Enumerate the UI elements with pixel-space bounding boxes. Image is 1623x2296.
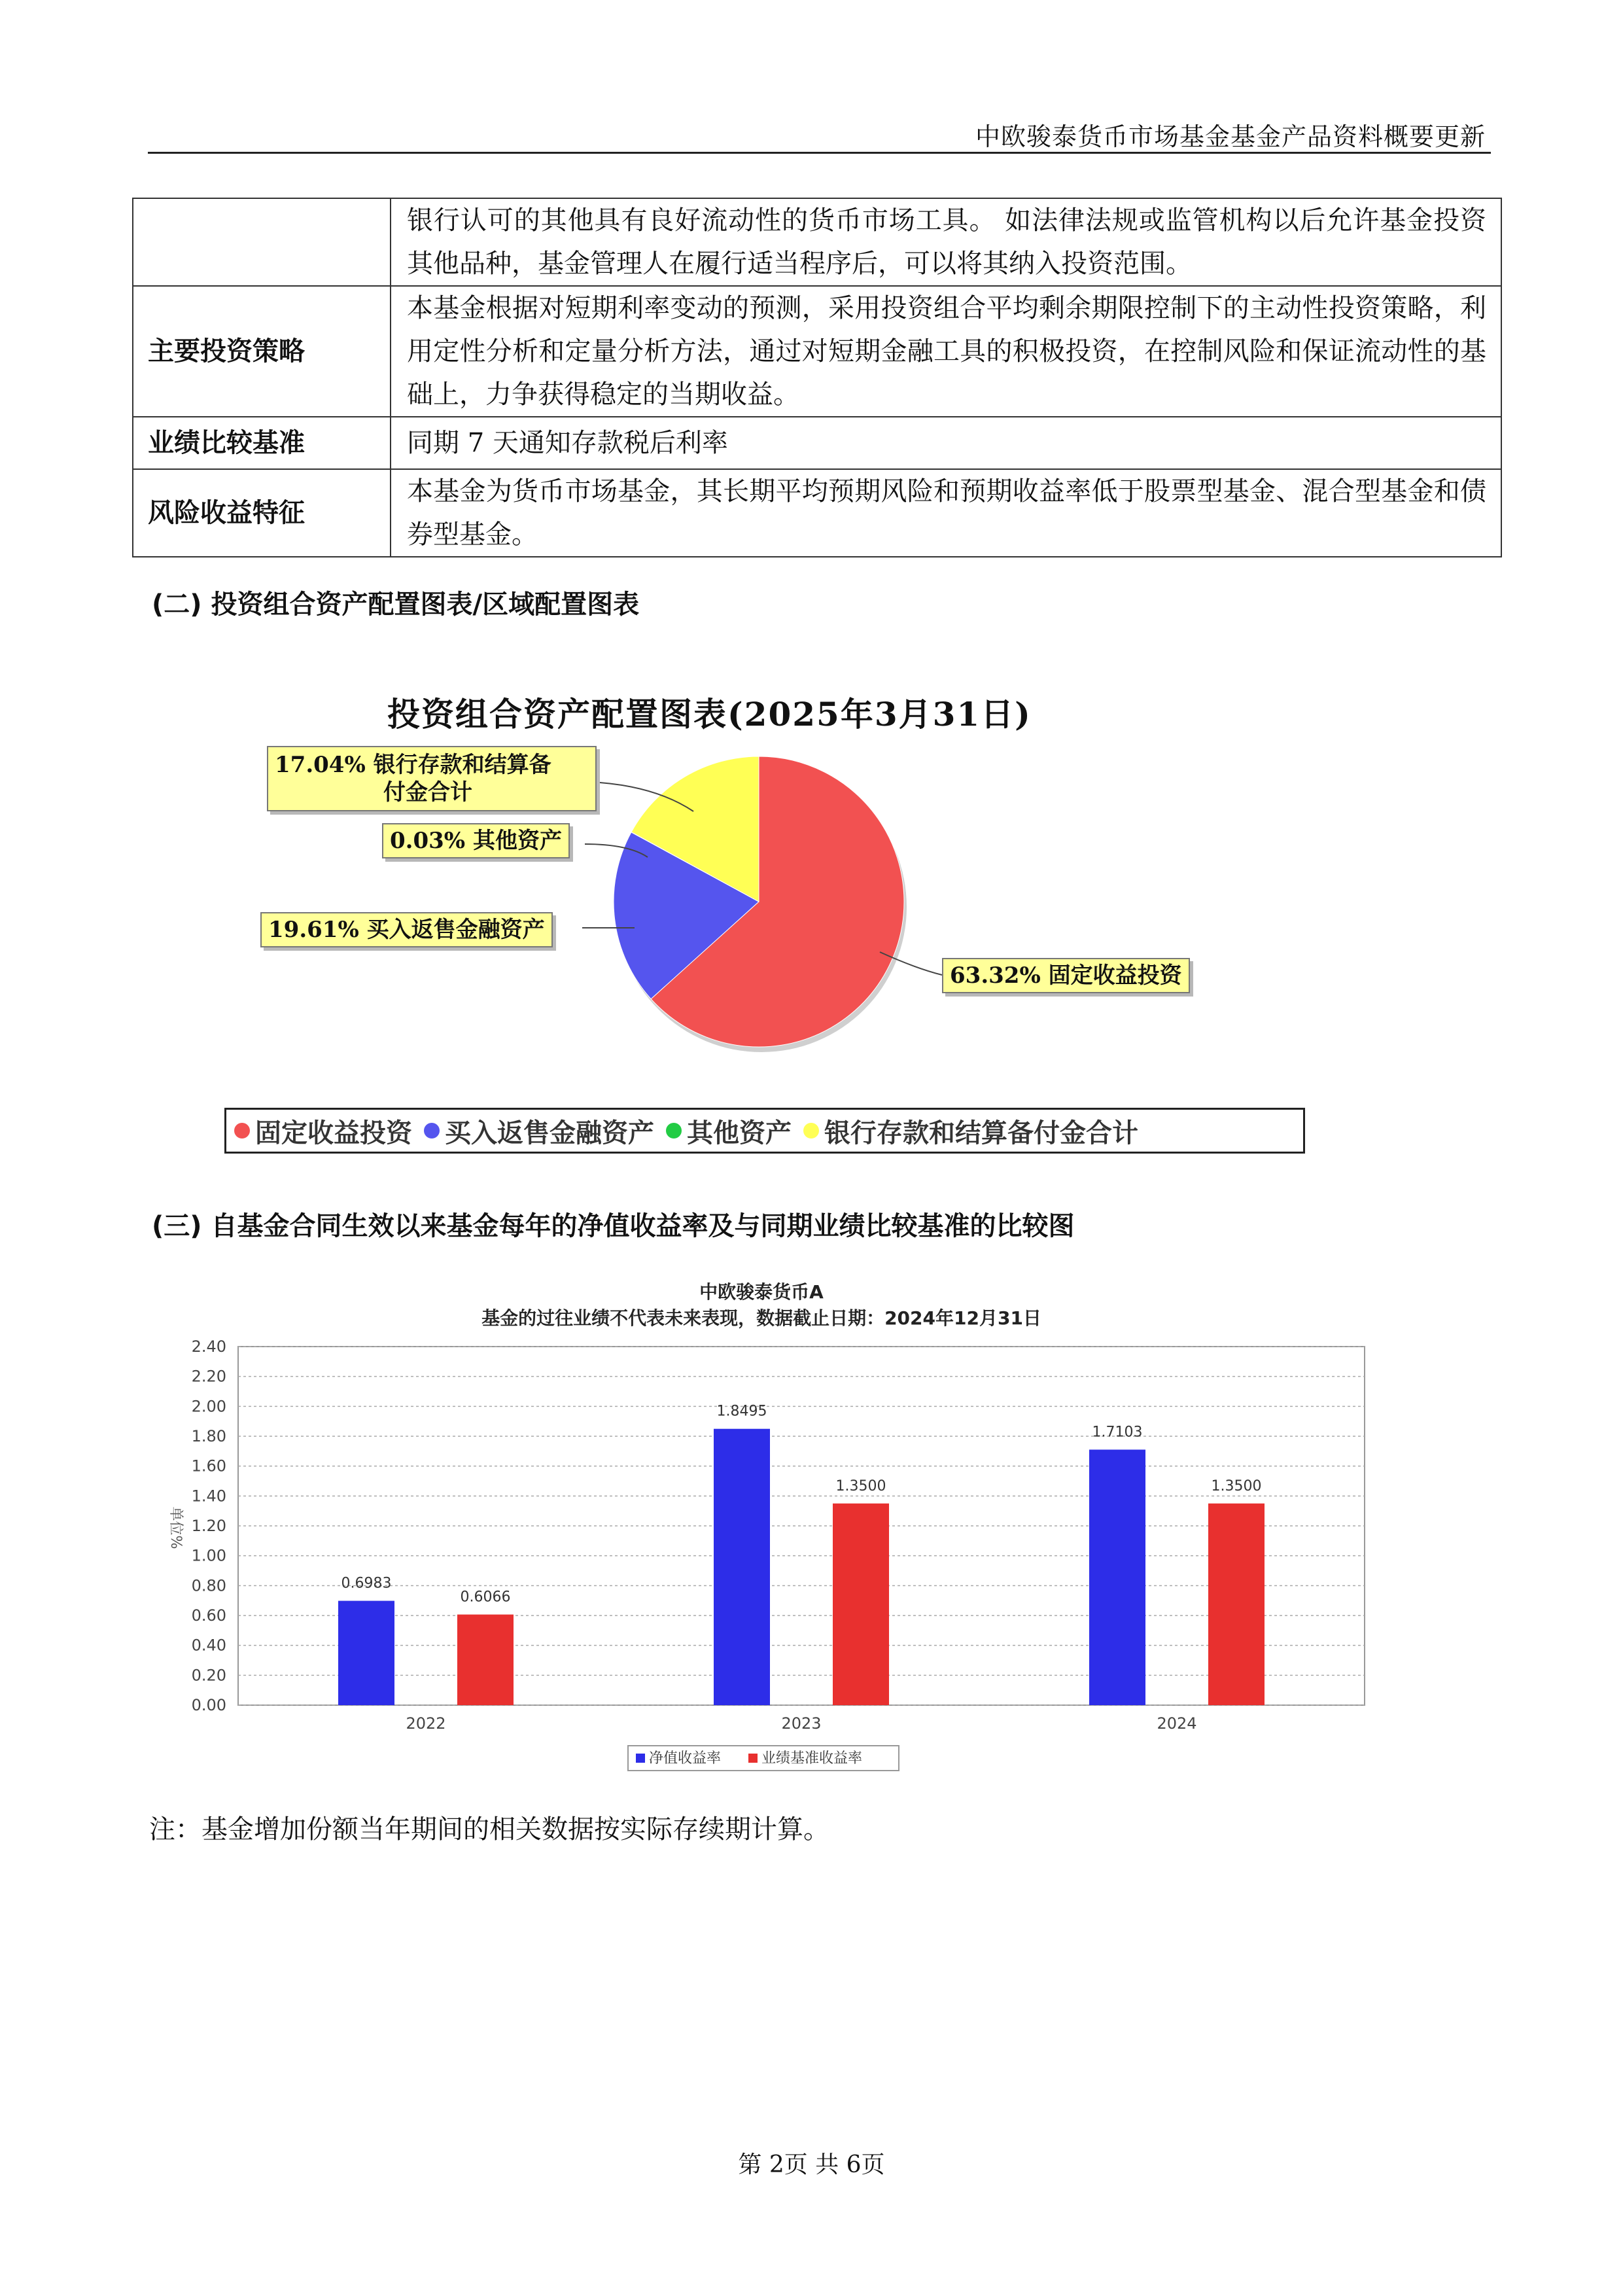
legend-item — [234, 1112, 412, 1150]
bar-value-label: 1.3500 — [835, 1477, 886, 1494]
bar — [1208, 1504, 1265, 1705]
y-tick-label: 2.00 — [191, 1397, 226, 1416]
callout-deposit-line1: 17.04% 银行存款和结算备 — [275, 752, 551, 778]
pie-chart-title: 投资组合资产配置图表(2025年3月31日) — [387, 695, 1032, 733]
callout-deposit-line2: 付金合计 — [383, 779, 472, 805]
row-content: 本基金根据对短期利率变动的预测，采用投资组合平均剩余期限控制下的主动性投资策略，利用定性分析和定量分析方法，通过对短期金融工具的积极投资，在控制风险和保证流动性的基础上，力争获得稳定的当期收益。 — [391, 286, 1501, 417]
legend-label: 业绩基准收益率 — [761, 1750, 863, 1767]
bar-value-label: 0.6066 — [460, 1589, 511, 1606]
y-tick-label: 0.80 — [191, 1576, 226, 1595]
bar-chart-subtitle: 基金的过往业绩不代表未来表现，数据截止日期：2024年12月31日 — [481, 1307, 1041, 1329]
legend-label: 净值收益率 — [649, 1750, 722, 1767]
pie-chart — [0, 720, 1623, 1086]
row-label: 主要投资策略 — [133, 286, 391, 417]
y-tick-label: 0.00 — [191, 1696, 226, 1714]
bar-value-label: 1.7103 — [1092, 1424, 1143, 1441]
fund-info-table — [132, 198, 1502, 557]
legend-label: 固定收益投资 — [255, 1117, 412, 1148]
row-content: 本基金为货币市场基金，其长期平均预期风险和预期收益率低于股票型基金、混合型基金和债券型基金。 — [391, 469, 1501, 557]
callout-deposit — [267, 746, 597, 811]
legend-item — [424, 1112, 654, 1150]
legend-label: 银行存款和结算备付金合计 — [824, 1117, 1138, 1148]
y-axis-label: 单位% — [167, 1506, 184, 1549]
row-label: 业绩比较基准 — [133, 417, 391, 469]
y-tick-label: 1.60 — [191, 1457, 226, 1475]
callout-repo: 19.61% 买入返售金融资产 — [260, 912, 553, 947]
legend-dot-icon — [424, 1123, 440, 1139]
header-title: 中欧骏泰货币市场基金基金产品资料概要更新 — [975, 122, 1486, 151]
bar — [833, 1504, 889, 1705]
x-tick-label: 2022 — [406, 1714, 446, 1733]
y-tick-label: 1.20 — [191, 1517, 226, 1535]
callout-other: 0.03% 其他资产 — [382, 823, 570, 858]
bar-chart — [0, 1269, 1623, 1780]
bar — [338, 1601, 394, 1705]
table-row — [133, 417, 1501, 469]
bar-value-label: 1.8495 — [716, 1403, 767, 1420]
bar-value-label: 0.6983 — [341, 1575, 392, 1592]
legend-swatch — [636, 1754, 645, 1763]
y-tick-label: 0.40 — [191, 1636, 226, 1655]
legend-swatch — [748, 1754, 758, 1763]
bar — [457, 1614, 514, 1705]
x-tick-label: 2024 — [1157, 1714, 1197, 1733]
table-row — [133, 469, 1501, 557]
y-tick-label: 0.20 — [191, 1666, 226, 1685]
legend-label: 买入返售金融资产 — [445, 1117, 654, 1148]
y-tick-label: 1.00 — [191, 1546, 226, 1565]
table-row — [133, 198, 1501, 286]
y-tick-label: 0.60 — [191, 1606, 226, 1625]
row-label — [133, 198, 391, 286]
section3-heading: (三) 自基金合同生效以来基金每年的净值收益率及与同期业绩比较基准的比较图 — [152, 1211, 1075, 1241]
legend-dot-icon — [803, 1123, 819, 1139]
row-content: 银行认可的其他具有良好流动性的货币市场工具。 如法律法规或监管机构以后允许基金投资其他品种，基金管理人在履行适当程序后，可以将其纳入投资范围。 — [391, 198, 1501, 286]
page-number: 第 2页 共 6页 — [738, 2151, 885, 2178]
legend-item — [666, 1112, 792, 1150]
bar — [714, 1429, 770, 1705]
legend-dot-icon — [666, 1123, 682, 1139]
legend-label: 其他资产 — [687, 1117, 792, 1148]
y-tick-label: 1.40 — [191, 1487, 226, 1506]
bar — [1089, 1449, 1145, 1705]
footnote: 注：基金增加份额当年期间的相关数据按实际存续期计算。 — [149, 1814, 829, 1845]
row-content: 同期 7 天通知存款税后利率 — [391, 417, 1501, 469]
callout-fixed: 63.32% 固定收益投资 — [942, 958, 1190, 993]
bar-value-label: 1.3500 — [1211, 1477, 1262, 1494]
row-label: 风险收益特征 — [133, 469, 391, 557]
header-rule — [148, 152, 1491, 154]
bar-chart-title: 中欧骏泰货币A — [699, 1281, 824, 1303]
legend-dot-icon — [234, 1123, 250, 1139]
y-tick-label: 1.80 — [191, 1427, 226, 1445]
bar-legend — [628, 1746, 899, 1771]
y-tick-label: 2.40 — [191, 1337, 226, 1356]
pie-legend — [224, 1108, 1305, 1154]
section2-heading: (二) 投资组合资产配置图表/区域配置图表 — [152, 590, 640, 620]
table-row — [133, 286, 1501, 417]
x-tick-label: 2023 — [781, 1714, 822, 1733]
y-tick-label: 2.20 — [191, 1367, 226, 1386]
legend-item — [803, 1112, 1138, 1150]
